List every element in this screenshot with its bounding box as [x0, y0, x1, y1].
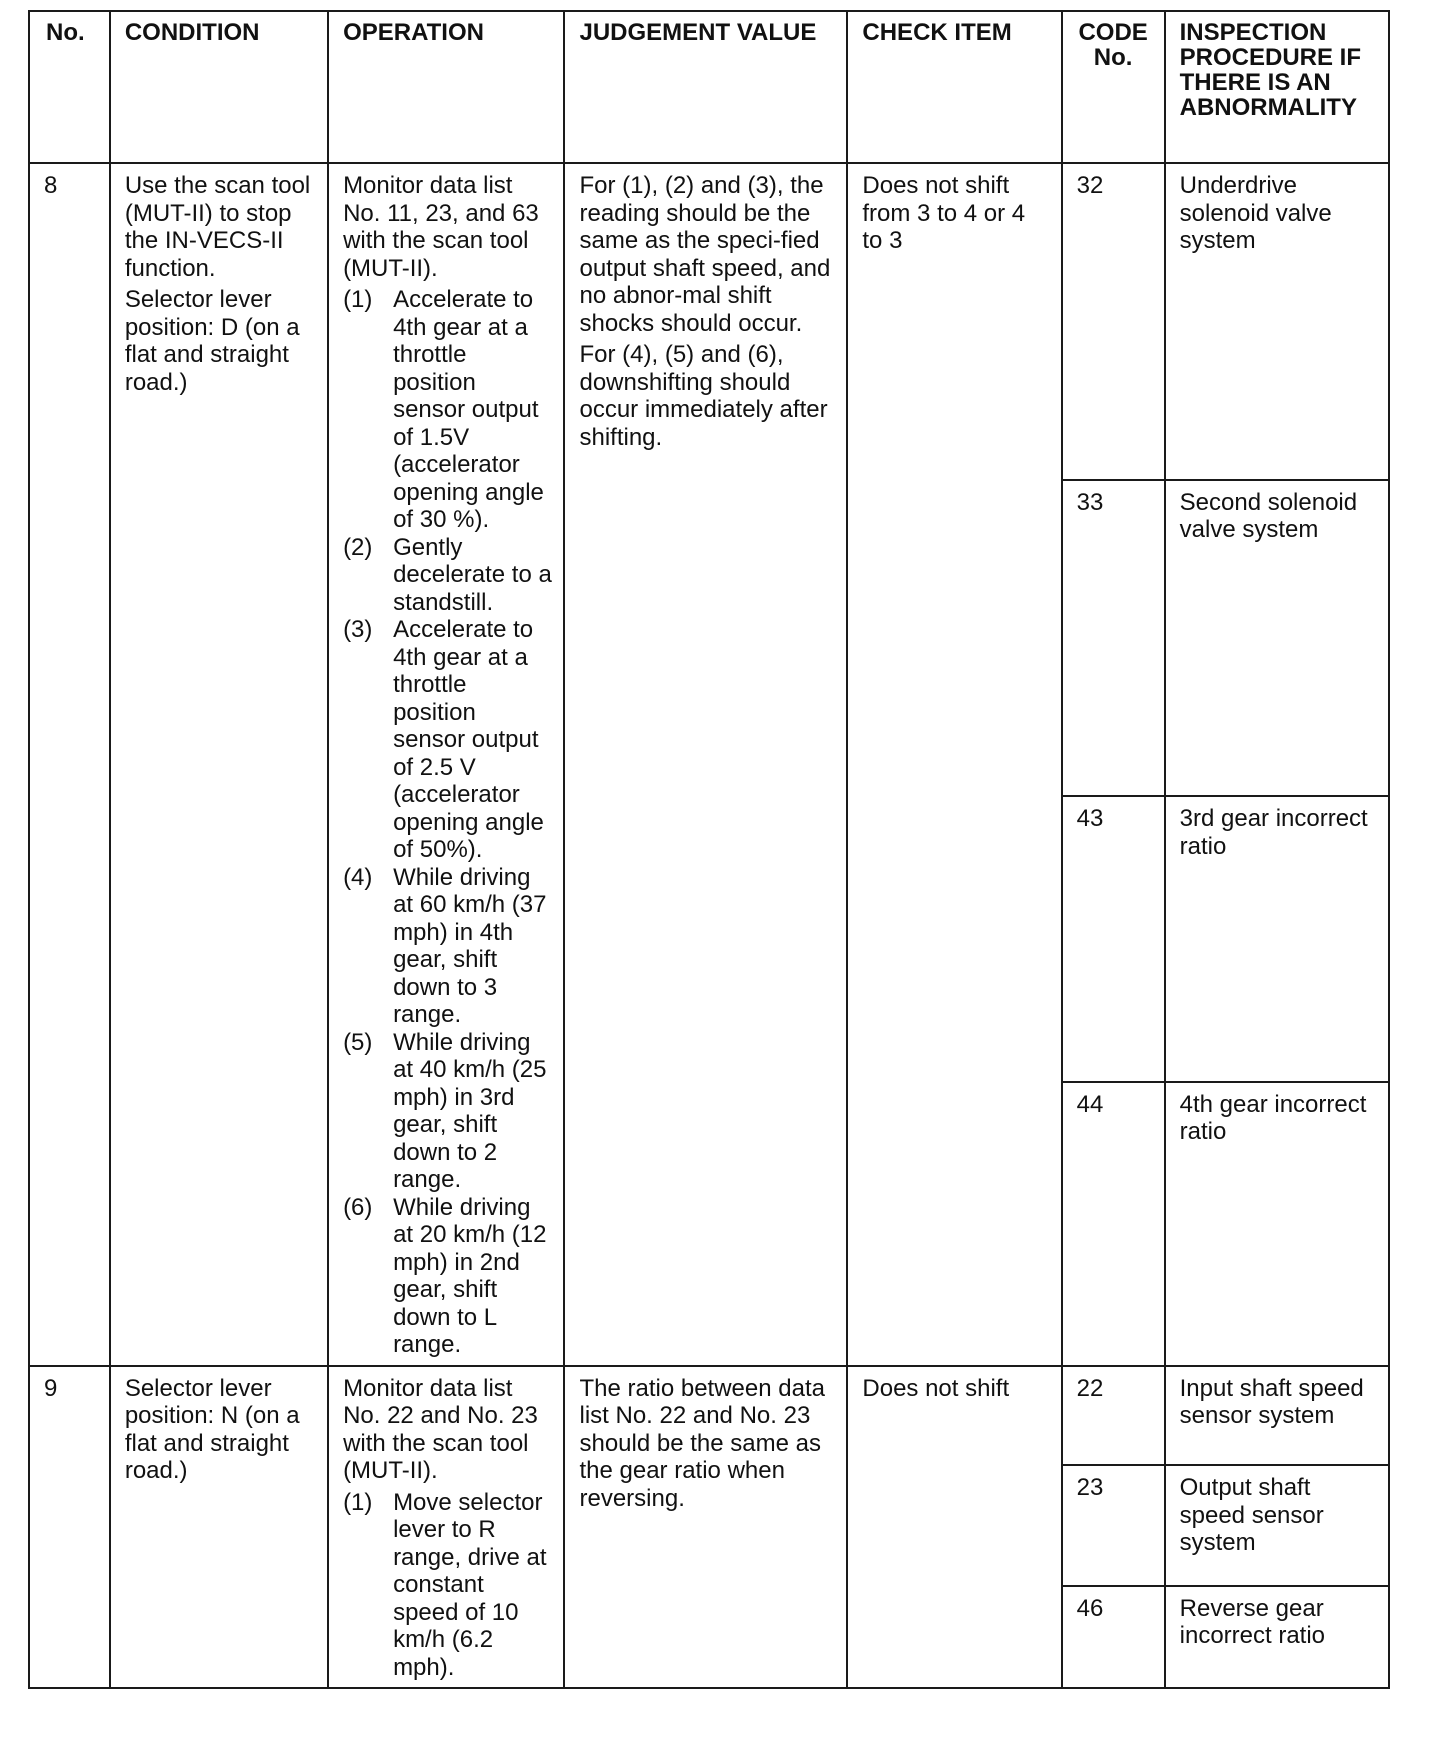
code-number: 32	[1062, 163, 1165, 480]
inspection-procedure: Underdrive solenoid valve system	[1165, 163, 1389, 480]
condition-text: Use the scan tool (MUT-II) to stop the IN-VECS-II function.	[124, 172, 311, 282]
judgement-text: For (1), (2) and (3), the reading should be the same as the speci-fied output shaft speed, and no abnor-mal shift shocks should occur.	[579, 172, 831, 337]
step-text: While driving at 40 km/h (25 mph) in 3rd gear, shift down to 2 range.	[393, 1028, 547, 1193]
condition-cell	[110, 163, 328, 1366]
header-code-no: CODE No.	[1062, 11, 1165, 163]
step-number: (1)	[343, 1488, 373, 1516]
judgement-cell	[564, 1366, 847, 1689]
operation-cell	[328, 1366, 564, 1689]
step-text: Gently decelerate to a standstill.	[393, 533, 552, 616]
diagnostic-table	[28, 10, 1390, 1689]
code-number: 43	[1062, 796, 1165, 1082]
inspection-procedure: Output shaft speed sensor system	[1165, 1465, 1389, 1585]
step-number: (2)	[343, 533, 373, 561]
code-number: 22	[1062, 1366, 1165, 1466]
inspection-procedure: Second solenoid valve system	[1165, 480, 1389, 797]
inspection-procedure: 4th gear incorrect ratio	[1165, 1082, 1389, 1366]
condition-cell	[110, 1366, 328, 1689]
header-operation: OPERATION	[328, 11, 564, 163]
step-number: (3)	[343, 616, 373, 643]
step-text: While driving at 60 km/h (37 mph) in 4th gear, shift down to 3 range.	[393, 863, 547, 1028]
header-inspection-procedure: INSPECTION PROCEDURE IF THERE IS AN ABNORMALITY	[1165, 11, 1389, 163]
inspection-procedure: 3rd gear incorrect ratio	[1165, 796, 1389, 1082]
operation-intro: Monitor data list No. 22 and No. 23 with the scan tool (MUT-II).	[343, 1374, 538, 1484]
inspection-procedure: Input shaft speed sensor system	[1165, 1366, 1389, 1466]
table-row	[29, 1366, 1389, 1466]
step-text: While driving at 20 km/h (12 mph) in 2nd gear, shift down to L range.	[393, 1193, 547, 1358]
header-judgement-value: JUDGEMENT VALUE	[564, 11, 847, 163]
step-number: (4)	[343, 863, 373, 891]
operation-cell	[328, 163, 564, 1366]
step-text: Accelerate to 4th gear at a throttle position sensor output of 1.5V (accelerator opening angle of 30 %).	[393, 286, 544, 533]
judgement-cell	[564, 163, 847, 1366]
operation-step	[343, 286, 553, 534]
code-number: 33	[1062, 480, 1165, 797]
row-number: 9	[29, 1366, 110, 1689]
header-row	[29, 11, 1389, 163]
header-no: No.	[29, 11, 110, 163]
step-text: Accelerate to 4th gear at a throttle position sensor output of 2.5 V (accelerator opening angle of 50%).	[393, 616, 544, 863]
inspection-procedure: Reverse gear incorrect ratio	[1165, 1586, 1389, 1688]
operation-intro: Monitor data list No. 11, 23, and 63 with the scan tool (MUT-II).	[343, 172, 539, 282]
condition-text: Selector lever position: D (on a flat and straight road.)	[124, 286, 300, 396]
check-item-cell: Does not shift	[847, 1366, 1061, 1689]
step-number: (1)	[343, 286, 373, 313]
step-text: Move selector lever to R range, drive at constant speed of 10 km/h (6.2 mph).	[393, 1488, 547, 1681]
code-number: 44	[1062, 1082, 1165, 1366]
judgement-text: The ratio between data list No. 22 and No. 23 should be the same as the gear ratio when reversing.	[579, 1374, 825, 1512]
operation-step	[343, 1489, 553, 1682]
operation-step	[343, 1194, 553, 1359]
header-check-item: CHECK ITEM	[847, 11, 1061, 163]
code-number: 23	[1062, 1465, 1165, 1585]
operation-step	[343, 534, 553, 617]
step-number: (6)	[343, 1193, 373, 1221]
code-number: 46	[1062, 1586, 1165, 1688]
judgement-text: For (4), (5) and (6), downshifting should occur immediately after shifting.	[579, 341, 828, 451]
operation-step	[343, 864, 553, 1029]
check-item-cell: Does not shift from 3 to 4 or 4 to 3	[847, 163, 1061, 1366]
operation-step	[343, 616, 553, 864]
condition-text: Selector lever position: N (on a flat and straight road.)	[124, 1374, 300, 1484]
table-row	[29, 163, 1389, 480]
header-condition: CONDITION	[110, 11, 328, 163]
operation-step	[343, 1029, 553, 1194]
row-number: 8	[29, 163, 110, 1366]
step-number: (5)	[343, 1028, 373, 1056]
